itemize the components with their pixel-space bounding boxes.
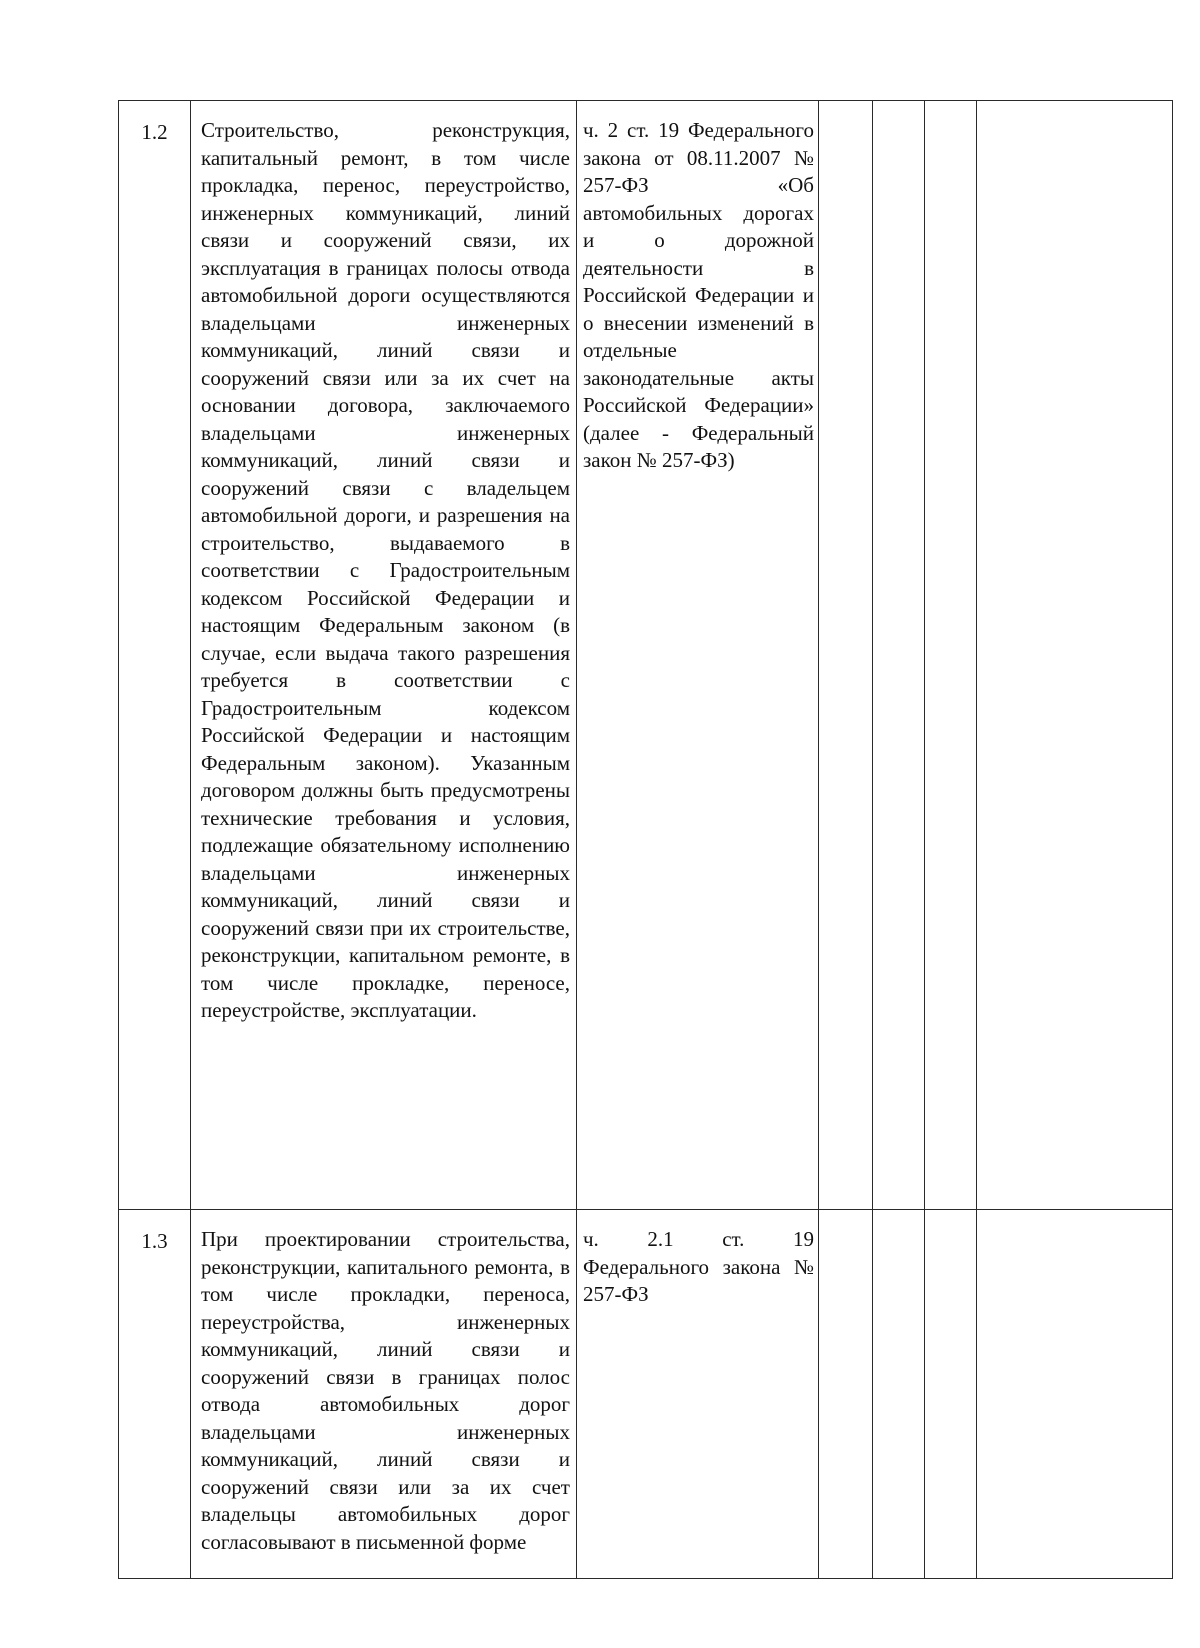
requirements-table — [118, 100, 1173, 1579]
empty-cell — [977, 101, 1173, 1210]
legal-reference: ч. 2 ст. 19 Федерального закона от 08.11.2007 № 257-ФЗ «Об автомобильных дорогах и о дорожной деятельности в Российской Федерации и о внесении изменений в отдельные законодательные акты Российской Федерации» (далее - Федеральный закон № 257-ФЗ) — [577, 101, 819, 1210]
empty-cell — [925, 101, 977, 1210]
empty-cell — [925, 1210, 977, 1579]
empty-cell — [873, 1210, 925, 1579]
empty-cell — [819, 101, 873, 1210]
empty-cell — [977, 1210, 1173, 1579]
requirement-text: При проектировании строительства, реконструкции, капитального ремонта, в том числе прокладки, переноса, переустройства, инженерных коммуникаций, линий связи и сооружений связи в границах полос отвода автомобильных дорог владельцами инженерных коммуникаций, линий связи и сооружений связи или за их счет владельцы автомобильных дорог согласовывают в письменной форме — [191, 1210, 577, 1579]
empty-cell — [819, 1210, 873, 1579]
row-number: 1.2 — [119, 101, 191, 1210]
table-row — [119, 1210, 1173, 1579]
row-number: 1.3 — [119, 1210, 191, 1579]
requirement-text: Строительство, реконструкция, капитальный ремонт, в том числе прокладка, перенос, переустройство, инженерных коммуникаций, линий связи и сооружений связи, их эксплуатация в границах полосы отвода автомобильной дороги осуществляются владельцами инженерных коммуникаций, линий связи и сооружений связи или за их счет на основании договора, заключаемого владельцами инженерных коммуникаций, линий связи и сооружений связи с владельцем автомобильной дороги, и разрешения на строительство, выдаваемого в соответствии с Градостроительным кодексом Российской Федерации и настоящим Федеральным законом (в случае, если выдача такого разрешения требуется в соответствии с Градостроительным кодексом Российской Федерации и настоящим Федеральным законом). Указанным договором должны быть предусмотрены технические требования и условия, подлежащие обязательному исполнению владельцами инженерных коммуникаций, линий связи и сооружений связи при их строительстве, реконструкции, капитальном ремонте, в том числе прокладке, переносе, переустройстве, эксплуатации. — [191, 101, 577, 1210]
empty-cell — [873, 101, 925, 1210]
table-row — [119, 101, 1173, 1210]
legal-reference: ч. 2.1 ст. 19 Федерального закона № 257-ФЗ — [577, 1210, 819, 1579]
